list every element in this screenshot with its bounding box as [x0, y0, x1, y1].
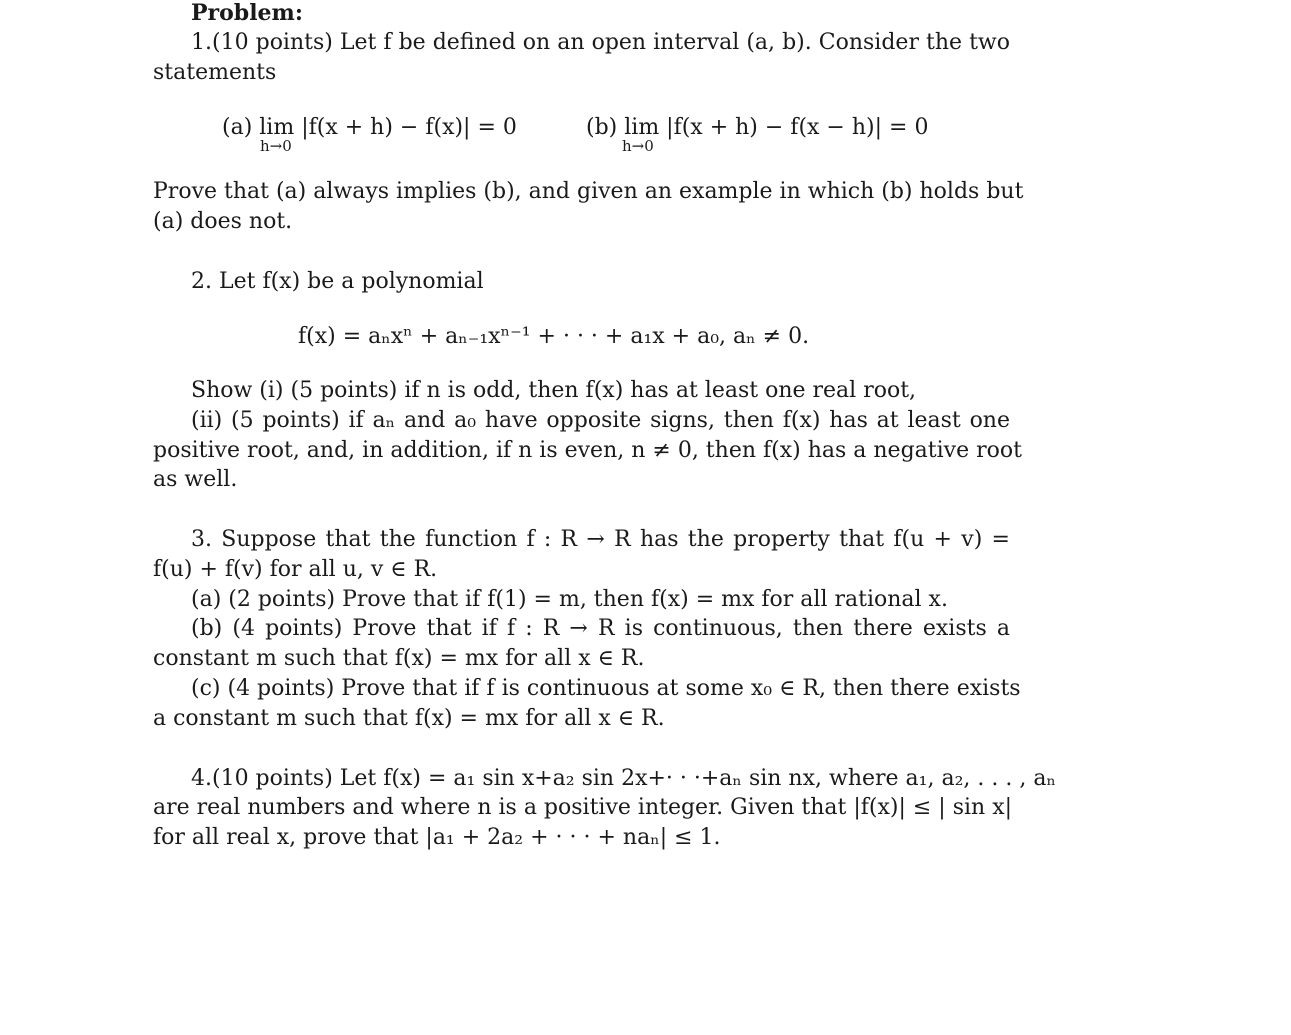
- p3-line1: 3. Suppose that the function f : R → R has the property that f(u + v) =: [191, 527, 1010, 552]
- problem-heading: Problem:: [191, 0, 303, 26]
- p4-line2: are real numbers and where n is a positive integer. Given that |f(x)| ≤ | sin x|: [153, 795, 1013, 820]
- p2-line3: positive root, and, in addition, if n is even, n ≠ 0, then f(x) has a negative root: [153, 438, 1022, 463]
- p3-part-c-line1: (c) (4 points) Prove that if f is continuous at some x₀ ∈ R, then there exists: [191, 676, 1021, 701]
- p3-part-a: (a) (2 points) Prove that if f(1) = m, then f(x) = mx for all rational x.: [191, 587, 948, 612]
- p2-line4: as well.: [153, 467, 238, 492]
- p1-intro-line1: 1.(10 points) Let f be defined on an open interval (a, b). Consider the two: [191, 30, 1010, 55]
- p3-part-b-line2: constant m such that f(x) = mx for all x ∈ R.: [153, 646, 645, 671]
- p1-task-line2: (a) does not.: [153, 209, 293, 234]
- p1-eq-a-text: (a) lim |f(x + h) − f(x)| = 0: [222, 115, 517, 140]
- p1-task-line1: Prove that (a) always implies (b), and given an example in which (b) holds but: [153, 179, 1024, 204]
- p1-intro-line2: statements: [153, 60, 277, 85]
- p3-part-b-line1: (b) (4 points) Prove that if f : R → R is continuous, then there exists a: [191, 616, 1010, 641]
- p3-line2: f(u) + f(v) for all u, v ∈ R.: [153, 557, 438, 582]
- p1-eq-b-text: (b) lim |f(x + h) − f(x − h)| = 0: [586, 115, 929, 140]
- p2-line2: (ii) (5 points) if aₙ and a₀ have opposite signs, then f(x) has at least one: [191, 408, 1010, 433]
- p2-intro: 2. Let f(x) be a polynomial: [191, 269, 484, 294]
- p2-line1: Show (i) (5 points) if n is odd, then f(x) has at least one real root,: [191, 378, 917, 403]
- p3-part-c-line2: a constant m such that f(x) = mx for all x ∈ R.: [153, 706, 665, 731]
- p1-eq-b-limit-sub: h→0: [622, 137, 654, 155]
- p4-line3: for all real x, prove that |a₁ + 2a₂ + · · · + naₙ| ≤ 1.: [153, 825, 721, 850]
- p4-line1: 4.(10 points) Let f(x) = a₁ sin x+a₂ sin 2x+· · ·+aₙ sin nx, where a₁, a₂, . . . , aₙ: [191, 766, 1056, 791]
- p1-eq-a-limit-sub: h→0: [260, 137, 292, 155]
- p2-polynomial-equation: f(x) = aₙxⁿ + aₙ₋₁xⁿ⁻¹ + · · · + a₁x + a₀, aₙ ≠ 0.: [298, 324, 810, 349]
